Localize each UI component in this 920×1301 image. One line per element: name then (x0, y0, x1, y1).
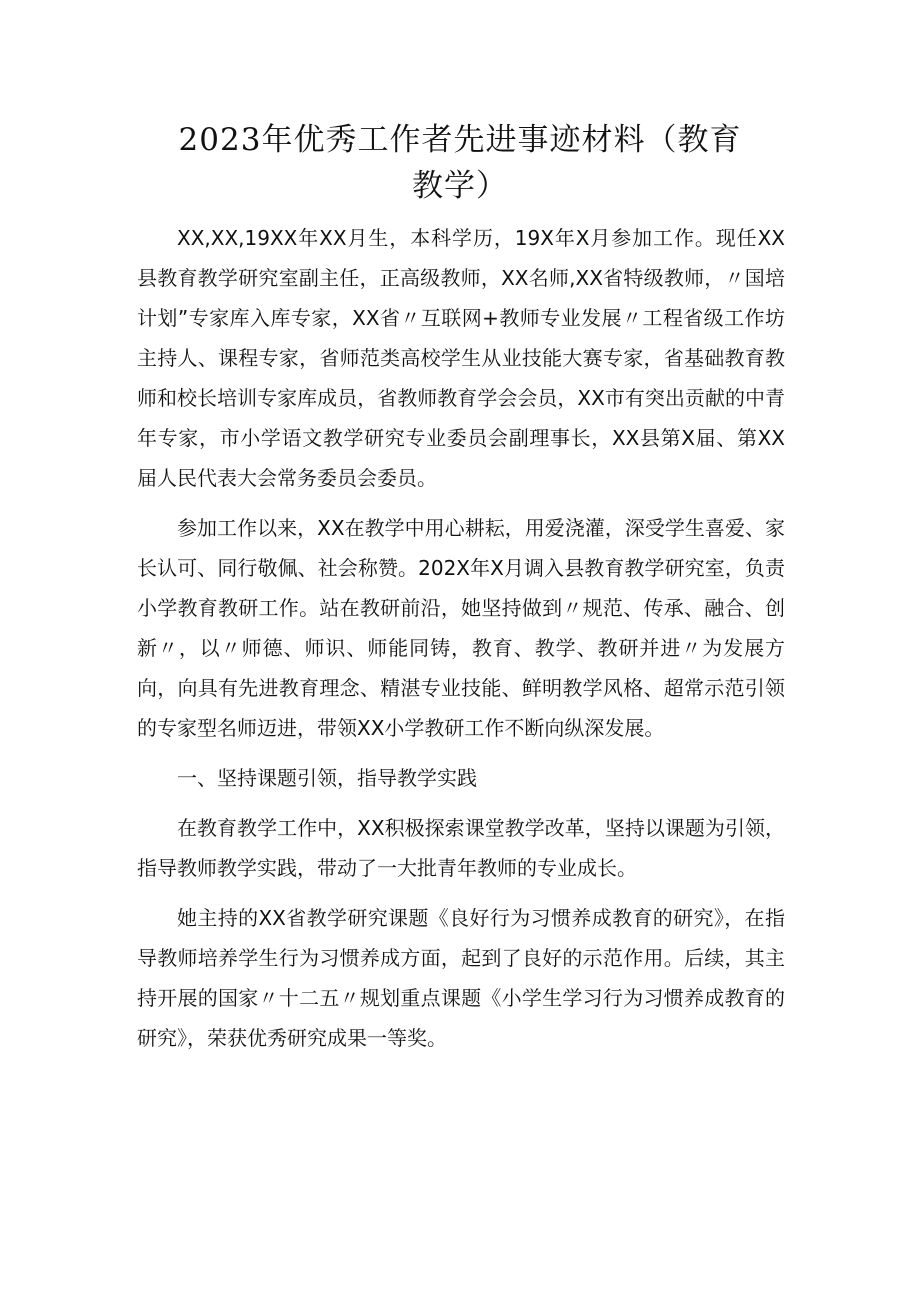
section-heading: 一、坚持课题引领，指导教学实践 (177, 766, 477, 790)
document-title-line-1: 2023年优秀工作者先进事迹材料（教育 (178, 122, 742, 158)
paragraph-research-projects: 她主持的XX省教学研究课题《良好行为习惯养成教育的研究》，在指导教师培养学生行为习惯养成方面，起到了良好的示范作用。后续，其主持开展的国家〃十二五〃规划重点课题《小学生学习行为习惯养成教育的研究》，荣获优秀研究成果一等奖。 (137, 906, 785, 1050)
paragraph-intro: XX,XX,19XX年XX月生，本科学历，19X年X月参加工作。现任XX县教育教学研究室副主任，正高级教师，XX名师,XX省特级教师，〃国培计划”专家库入库专家，XX省〃互联网+教师专业发展〃工程省级工作坊主持人、课程专家，省师范类高校学生从业技能大赛专家，省基础教育教师和校长培训专家库成员，省教师教育学会会员，XX市有突出贡献的中青年专家，市小学语文教学研究专业委员会副理事长，XX县第X届、第XX届人民代表大会常务委员会委员。 (137, 226, 785, 490)
document-body (137, 218, 785, 1068)
paragraph-section-summary: 在教育教学工作中，XX积极探索课堂教学改革，坚持以课题为引领，指导教师教学实践，带动了一大批青年教师的专业成长。 (137, 816, 785, 880)
paragraph-work-overview: 参加工作以来，XX在教学中用心耕耘，用爱浇灌，深受学生喜爱、家长认可、同行敬佩、社会称赞。202X年X月调入县教育教学研究室，负责小学教育教研工作。站在教研前沿，她坚持做到〃规范、传承、融合、创新〃，以〃师德、师识、师能同铸，教育、教学、教研并进〃为发展方向，向具有先进教育理念、精湛专业技能、鲜明教学风格、超常示范引领的专家型名师迈进，带领XX小学教研工作不断向纵深发展。 (137, 516, 785, 740)
document-title-line-2: 教学） (412, 168, 508, 204)
